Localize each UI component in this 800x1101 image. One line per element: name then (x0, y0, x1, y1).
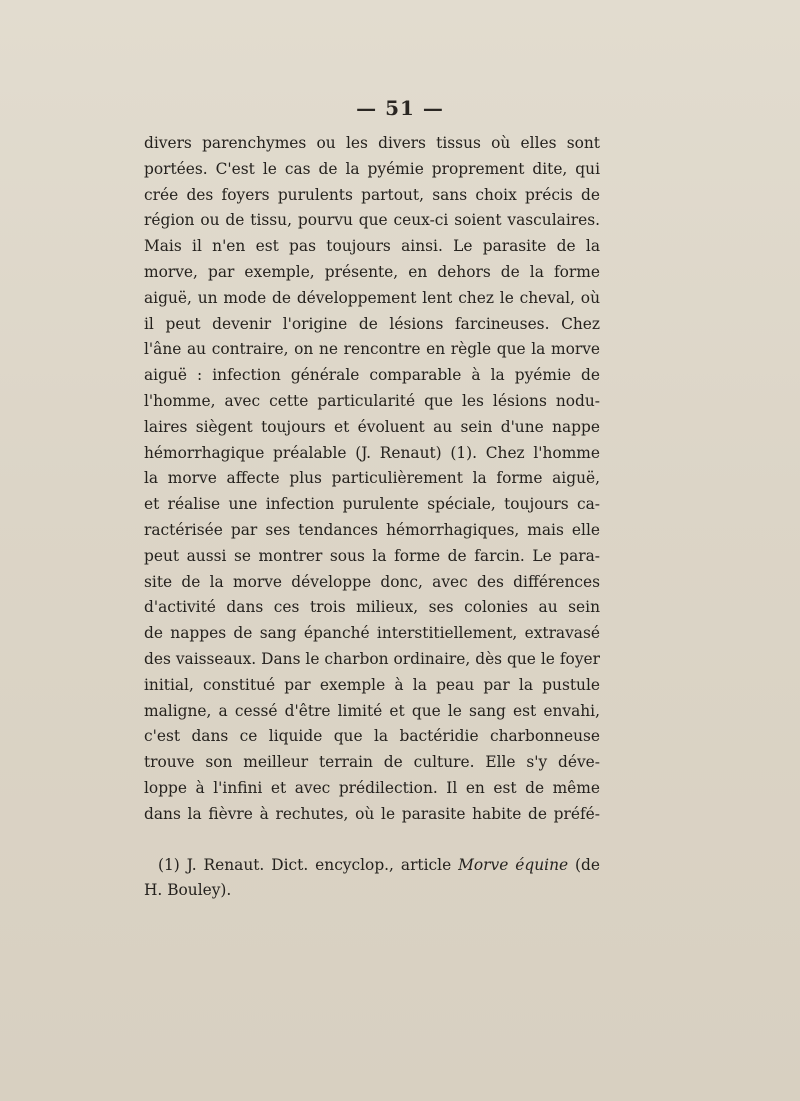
text-line: Mais il n'en est pas toujours ainsi. Le parasite de la (144, 237, 600, 256)
text-line: ractérisée par ses tendances hémorrhagiques, mais elle (144, 520, 600, 539)
footnote-citation: (1) J. Renaut. Dict. encyclop., article (158, 856, 459, 874)
footnote-article-title: Morve équine (458, 856, 569, 874)
footnote (144, 853, 600, 903)
text-line: trouve son meilleur terrain de culture. Elle s'y déve- (144, 753, 600, 772)
text-line: d'activité dans ces trois milieux, ses colonies au sein (144, 598, 600, 617)
text-line: peut aussi se montrer sous la forme de farcin. Le para- (144, 546, 600, 565)
text-line: la morve affecte plus particulièrement la forme aiguë, (144, 469, 600, 488)
text-line: et réalise une infection purulente spéciale, toujours ca- (144, 495, 600, 514)
text-line: c'est dans ce liquide que la bactéridie charbonneuse (144, 727, 600, 746)
text-line: l'âne au contraire, on ne rencontre en règle que la morve (144, 340, 600, 359)
text-line: aiguë, un mode de développement lent chez le cheval, où (144, 288, 600, 307)
text-line: hémorrhagique préalable (J. Renaut) (1). Chez l'homme (144, 443, 600, 462)
text-line: morve, par exemple, présente, en dehors de la forme (144, 262, 600, 281)
text-line: crée des foyers purulents partout, sans choix précis de (144, 185, 600, 204)
text-line: l'homme, avec cette particularité que les lésions nodu- (144, 391, 600, 410)
footnote-line-2: H. Bouley). (144, 881, 232, 899)
text-line: site de la morve développe donc, avec des différences (144, 572, 600, 591)
footnote-continuation: (de (568, 856, 601, 874)
body-text (144, 131, 600, 828)
text-line: de nappes de sang épanché interstitiellement, extravasé (144, 624, 600, 643)
text-line: divers parenchymes ou les divers tissus où elles sont (144, 134, 600, 152)
text-line: portées. C'est le cas de la pyémie proprement dite, qui (144, 159, 600, 178)
text-line: des vaisseaux. Dans le charbon ordinaire, dès que le foyer (144, 649, 600, 668)
text-line: maligne, a cessé d'être limité et que le sang est envahi, (144, 701, 600, 720)
page-number: — 51 — (356, 96, 444, 120)
text-line: dans la fièvre à rechutes, où le parasite habite de préfé- (144, 804, 600, 823)
text-line: région ou de tissu, pourvu que ceux-ci soient vasculaires. (144, 211, 600, 230)
text-line: loppe à l'infini et avec prédilection. Il en est de même (144, 778, 600, 797)
text-line: initial, constitué par exemple à la peau par la pustule (144, 675, 600, 694)
text-line: laires siègent toujours et évoluent au sein d'une nappe (144, 417, 600, 436)
text-line: aiguë : infection générale comparable à la pyémie de (144, 366, 600, 385)
footnote-line-1 (144, 853, 600, 878)
text-line: il peut devenir l'origine de lésions farcineuses. Chez (144, 314, 600, 333)
